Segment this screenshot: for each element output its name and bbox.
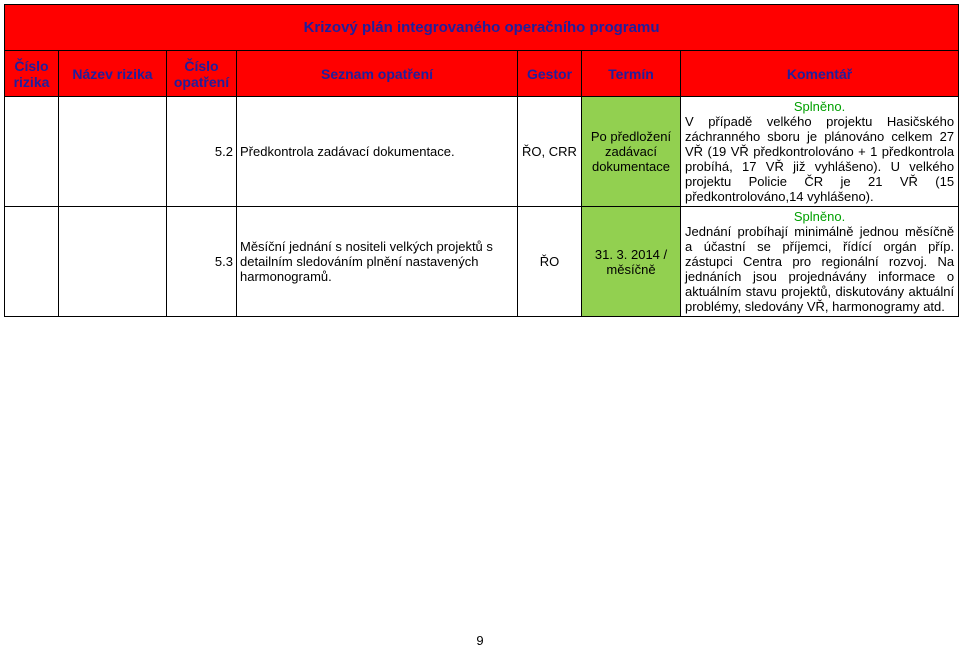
cell-gestor: ŘO, CRR xyxy=(518,97,582,207)
header-cislo-rizika: Číslo rizika xyxy=(5,51,59,97)
header-row xyxy=(5,51,959,97)
cell-nazev-rizika xyxy=(59,97,167,207)
cell-cislo-rizika xyxy=(5,207,59,317)
crisis-plan-table xyxy=(4,4,959,317)
page-number: 9 xyxy=(476,633,484,648)
cell-termin: Po předložení zadávací dokumentace xyxy=(582,97,681,207)
cell-cislo-opatreni: 5.3 xyxy=(167,207,237,317)
status-text: Splněno. xyxy=(793,99,846,114)
header-termin: Termín xyxy=(582,51,681,97)
cell-nazev-rizika xyxy=(59,207,167,317)
cell-gestor: ŘO xyxy=(518,207,582,317)
cell-komentar xyxy=(681,207,959,317)
cell-cislo-rizika xyxy=(5,97,59,207)
table-row xyxy=(5,97,959,207)
comment-text: Jednání probíhají minimálně jednou měsíčně a účastní se příjemci, řídící orgán příp. zástupci Centra pro regionální rozvoj. Na jednáních jsou projednávány informace o aktuálním stavu projektů, diskutovány aktuální problémy, sledovány VŘ, harmonogramy atd. xyxy=(685,224,955,314)
comment-text: V případě velkého projektu Hasičského záchranného sboru je plánováno celkem 27 VŘ (19 VŘ předkontrolováno + 1 předkontrola probíhá, 17 VŘ již vyhlášeno). U velkého projektu Policie ČR je 21 VŘ (15 předkontrolováno,14 vyhlášeno). xyxy=(685,114,955,204)
cell-termin: 31. 3. 2014 / měsíčně xyxy=(582,207,681,317)
header-nazev-rizika: Název rizika xyxy=(59,51,167,97)
cell-opatreni: Měsíční jednání s nositeli velkých projektů s detailním sledováním plnění nastavených harmonogramů. xyxy=(237,207,518,317)
title-row xyxy=(5,5,959,51)
header-seznam-opatreni: Seznam opatření xyxy=(237,51,518,97)
cell-komentar xyxy=(681,97,959,207)
table-row xyxy=(5,207,959,317)
header-gestor: Gestor xyxy=(518,51,582,97)
header-cislo-opatreni: Číslo opatření xyxy=(167,51,237,97)
cell-cislo-opatreni: 5.2 xyxy=(167,97,237,207)
header-komentar: Komentář xyxy=(681,51,959,97)
cell-opatreni: Předkontrola zadávací dokumentace. xyxy=(237,97,518,207)
document-title: Krizový plán integrovaného operačního programu xyxy=(5,5,959,51)
status-text: Splněno. xyxy=(793,209,846,224)
